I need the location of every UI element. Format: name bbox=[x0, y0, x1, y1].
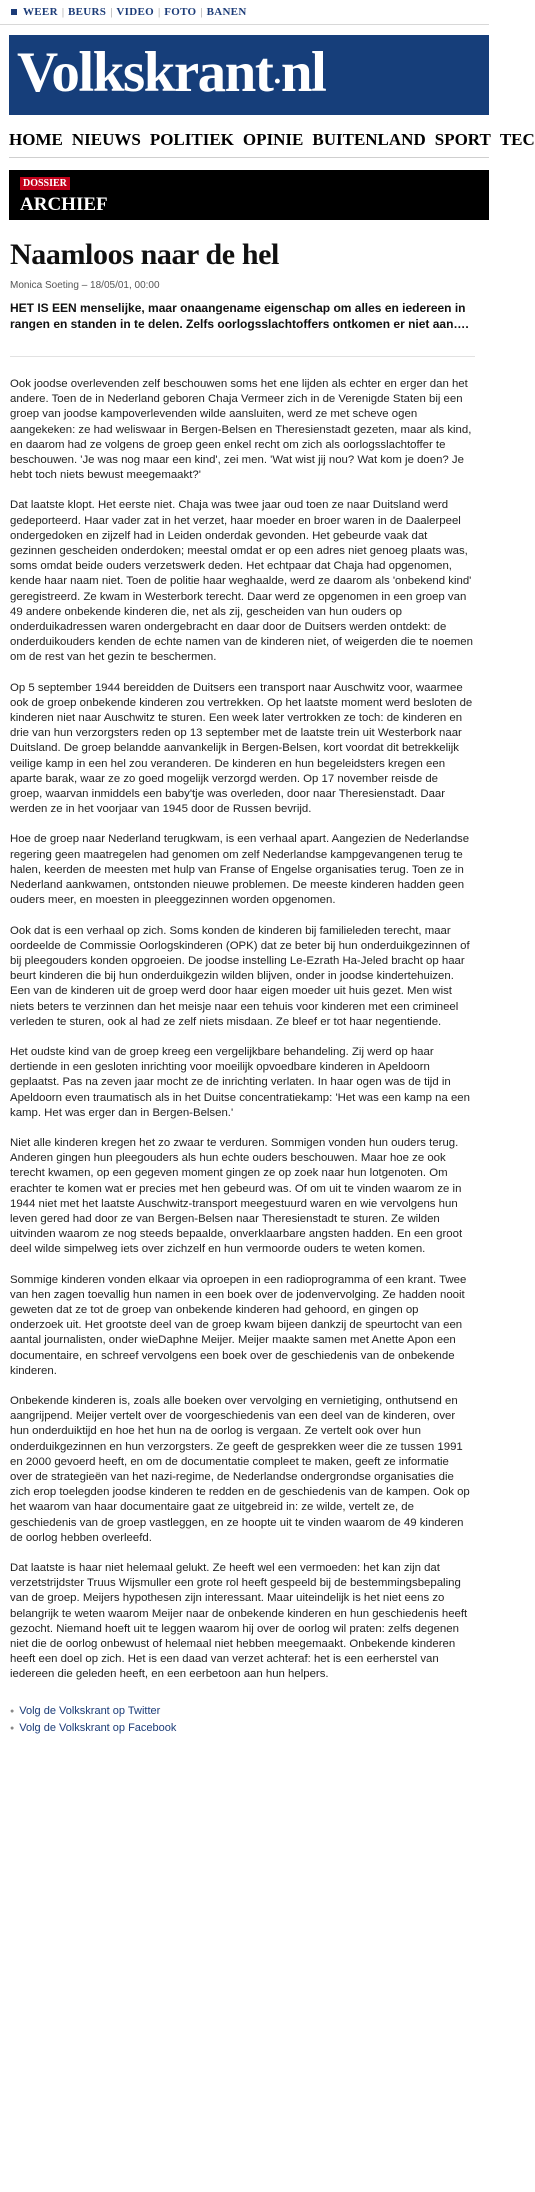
logo-suffix: nl bbox=[280, 41, 326, 104]
article-paragraph: Dat laatste klopt. Het eerste niet. Chaja was twee jaar oud toen ze naar Duitsland werd gedeporteerd. Haar vader zat in het verzet, haar moeder en broer waren in de Daalerpeel ondergedoken en zijzelf had in Leiden onderdak gevonden. Het gebeurde vaak dat gezinnen gescheiden onderdoken; meestal omdat er op een adres niet genoeg plaats was, soms omdat beide ouders verzetswerk deden. Het echtpaar dat Chaja had opgenomen, kende haar naam niet. Toen de politie haar weghaalde, werd ze daarom als 'onbekend kind' geregistreerd. Ze kwam in Westerbork terecht. Daar werd ze opgenomen in een groep van 49 andere onbekende kinderen die, net als zij, gescheiden van hun ouders op onderduikadressen waren ondergebracht en daar door de Duitsers werden ontdekt: de onderduikouders kenden de echte namen van de kinderen niet, of weigerden die te noemen om de rest van het gezin te beschermen. bbox=[10, 499, 473, 664]
article-byline: Monica Soeting – 18/05/01, 00:00 bbox=[10, 280, 160, 291]
article-paragraph: Niet alle kinderen kregen het zo zwaar te verduren. Sommigen vonden hun ouders terug. Anderen gingen hun pleegouders als hun echte ouders beschouwen. Maar hoe ze ook terecht kwamen, op een gegeven moment gingen ze op zoek naar hun lotgenoten. Om erachter te komen wat er precies met hen gebeurd was. Of om uit te vinden waarom ze in 1944 niet met het laatste Auschwitz-transport meegestuurd waren en wie vervolgens hun leven gered had door ze van Bergen-Belsen naar Theresienstadt te sturen. Ze wilden uitvinden waarom ze nog steeds bepaalde, onverklaarbare angsten hadden. En een groot deel wilde simpelweg iets over zichzelf en hun vermoorde ouders te weten komen. bbox=[10, 1136, 463, 1256]
toplink-video[interactable]: VIDEO bbox=[116, 6, 154, 18]
article-title: Naamloos naar de hel bbox=[10, 238, 279, 271]
article-paragraph: Ook joodse overlevenden zelf beschouwen soms het ene lijden als echter en erger dan het andere. Toen de in Nederland geboren Chaja Vermeer zich in de Verenigde Staten bij een groep van joodse kampoverlevenden wilde aansluiten, werd ze met scheve ogen aangekeken: ze had weliswaar in Bergen-Belsen en Theresienstadt gezeten, maar als kind, en daarom had ze volgens de groep geen enkel recht om zich als oorlogsslachtoffer te beschouwen. 'Je was nog maar een kind', zei men. 'Wat wist jij nou? Wat kom je doen? Je hebt toch niets bewust meegemaakt?' bbox=[10, 378, 472, 482]
logo-dot: · bbox=[272, 65, 281, 98]
toplink-beurs[interactable]: BEURS bbox=[68, 6, 107, 18]
masthead-banner[interactable] bbox=[9, 35, 489, 115]
article-paragraph: Sommige kinderen vonden elkaar via oproepen in een radioprogramma of een krant. Twee van hen zagen toevallig hun namen in een boek over de jodenvervolging. Ze hadden nooit geweten dat ze tot de groep van onbekende kinderen had gehoord, en gingen op onderzoek uit. Het grootste deel van de groep kwam bijeen dankzij de speurtocht van een aantal journalisten, onder wieDaphne Meijer. Meijer maakte samen met Anette Apon een documentaire, en schreef vervolgens een boek over de geschiedenis van de onbekende kinderen. bbox=[10, 1273, 467, 1377]
nav-buitenland[interactable]: BUITENLAND bbox=[312, 130, 426, 149]
twitter-link[interactable] bbox=[10, 1703, 489, 1720]
logo-main: Volkskrant bbox=[17, 41, 273, 104]
separator: | bbox=[157, 6, 161, 18]
social-links bbox=[10, 1703, 489, 1737]
article-paragraph: Dat laatste is haar niet helemaal gelukt. Ze heeft wel een vermoeden: het kan zijn dat verzetstrijdster Truus Wijsmuller een grote rol heeft gespeeld bij de bestemmingsbepaling van de groep. Meijers hypothesen zijn interessant. Maar uiteindelijk is het niet eens zo belangrijk te weten waarom Meijer naar de onbekende kinderen en hun geschiedenis heeft gezocht. Niemand hoeft uit te leggen waarom hij over de oorlog wil praten: zelfs degenen niet die de oorlog onbewust of helemaal niet hebben meegemaakt. Onbekende kinderen heeft een doel op zich. Het is een daad van verzet achteraf: het is een eerherstel van iedereen die geleden heeft, en een eerbetoon aan hun helpers. bbox=[10, 1562, 468, 1681]
toplink-weer[interactable]: WEER bbox=[23, 6, 58, 18]
nav-opinie[interactable]: OPINIE bbox=[242, 130, 304, 149]
separator: | bbox=[200, 6, 203, 18]
article-paragraph: Het oudste kind van de groep kreeg een vergelijkbare behandeling. Zij werd op haar dertiende in een gesloten inrichting voor moeilijk opvoedbare kinderen in Apeldoorn geplaatst. Pas na zeven jaar mocht ze de inrichting verlaten. In haar ogen was de tijd in Apeldoorn even traumatisch als in het Duitse concentratiekamp: 'Het was een kamp na een kamp. Het was erger dan in Bergen-Belsen.' bbox=[10, 1045, 470, 1119]
facebook-link[interactable] bbox=[10, 1720, 489, 1737]
top-links-bar bbox=[0, 0, 489, 25]
nav-politiek[interactable]: POLITIEK bbox=[149, 130, 234, 149]
bullet-icon: ● bbox=[10, 1724, 15, 1732]
home-square-icon[interactable] bbox=[11, 9, 17, 15]
bullet-icon: ● bbox=[10, 1707, 15, 1715]
dossier-tag: DOSSIER bbox=[20, 177, 70, 190]
dossier-banner[interactable] bbox=[9, 170, 489, 220]
nav-tech[interactable]: TEC bbox=[499, 130, 535, 149]
article-paragraph: Hoe de groep naar Nederland terugkwam, is een verhaal apart. Aangezien de Nederlandse regering geen maatregelen had genomen om zelf Nederlandse kampgevangenen terug te halen, keerden de meesten met hulp van Franse of Engelse organisaties terug. Toen ze in Nederland aankwamen, ontstonden nieuwe problemen. De meeste kinderen hadden geen ouders meer, en moesten in pleeggezinnen worden opgenomen. bbox=[10, 833, 470, 907]
separator: | bbox=[110, 6, 113, 18]
divider bbox=[10, 356, 475, 357]
article-paragraph: Ook dat is een verhaal op zich. Soms konden de kinderen bij familieleden terecht, maar oordeelde de Commissie Oorlogskinderen (OPK) dat ze beter bij hun onderduikgezinnen of bij pleegouders konden opgroeien. De joodse instelling Le-Ezrath Ha-Jeled bracht op haar beurt kinderen die bij hun onderduikgezin wilden blijven, onder in joodse kindertehuizen. Een van de kinderen uit de groep werd door haar eigen moeder uit huis gezet. Men wist niets beters te verzinnen dan het meisje naar een tehuis voor kinderen met een crimineel verleden te sturen, ook al had ze zelf niets misdaan. Ze bleef er tot haar negentiende. bbox=[10, 924, 470, 1028]
nav-home[interactable]: HOME bbox=[9, 130, 63, 149]
nav-nieuws[interactable]: NIEUWS bbox=[71, 130, 141, 149]
article-paragraph: Onbekende kinderen is, zoals alle boeken over vervolging en vernietiging, onthutsend en aangrijpend. Meijer vertelt over de voorgeschiedenis van een deel van de kinderen, over hun onderduiktijd en hoe het hun na de oorlog is vergaan. Ze vertelt ook over hun onderduikgezinnen en hun verzorgsters. Ze geeft de gesprekken weer die ze tussen 1991 en 2000 gevoerd heeft, en om de documentatie compleet te maken, geeft ze informatie over de strategieën van het nazi-regime, de Nederlandse ondergrondse organisaties die zich erop toelegden joodse kinderen te redden en de geschiedenis van de kampen. Ook op het waarom van haar documentaire gaat ze uitgebreid in: ze wilde, vertelt ze, de geschiedenis van de groep vastleggen, en ze hoopte uit te vinden waarom de 49 kinderen de oorlog hebben overleefd. bbox=[10, 1394, 470, 1544]
nav-sport[interactable]: SPORT bbox=[434, 130, 491, 149]
twitter-link-label: Volg de Volkskrant op Twitter bbox=[19, 1704, 161, 1717]
dossier-name: ARCHIEF bbox=[20, 194, 108, 215]
facebook-link-label: Volg de Volkskrant op Facebook bbox=[19, 1721, 177, 1734]
article-paragraph: Op 5 september 1944 bereidden de Duitsers een transport naar Auschwitz voor, waarmee ook de groep onbekende kinderen zou vertrekken. Op het laatste moment werd besloten de kinderen niet naar Auschwitz te sturen. Een week later vertrokken ze toch: de kinderen en drie van hun verzorgsters reden op 13 september met de laatste trein uit Westerbork naar Duitsland. De groep belandde aanvankelijk in Bergen-Belsen, kort voordat dit betrekkelijk veilige kamp in een hel zou veranderen. De kinderen en hun begeleidsters kregen een aparte barak, waar ze zo goed mogelijk verzorgd werden. Op 17 november reisde de groep, waarvan inmiddels een baby'tje was overleden, door naar Theresienstadt. Daar werden ze in het voorjaar van 1945 door de Russen bevrijd. bbox=[10, 681, 473, 816]
toplink-banen[interactable]: BANEN bbox=[206, 6, 247, 18]
article-lead: HET IS EEN menselijke, maar onaangename eigenschap om alles en iedereen in rangen en standen in te delen. Zelfs oorlogsslachtoffers ontkomen er niet aan…. bbox=[10, 301, 469, 331]
separator: | bbox=[61, 6, 65, 18]
article-body bbox=[10, 377, 473, 1683]
toplink-foto[interactable]: FOTO bbox=[164, 6, 197, 18]
site-logo[interactable] bbox=[17, 41, 326, 104]
main-nav bbox=[9, 123, 535, 158]
